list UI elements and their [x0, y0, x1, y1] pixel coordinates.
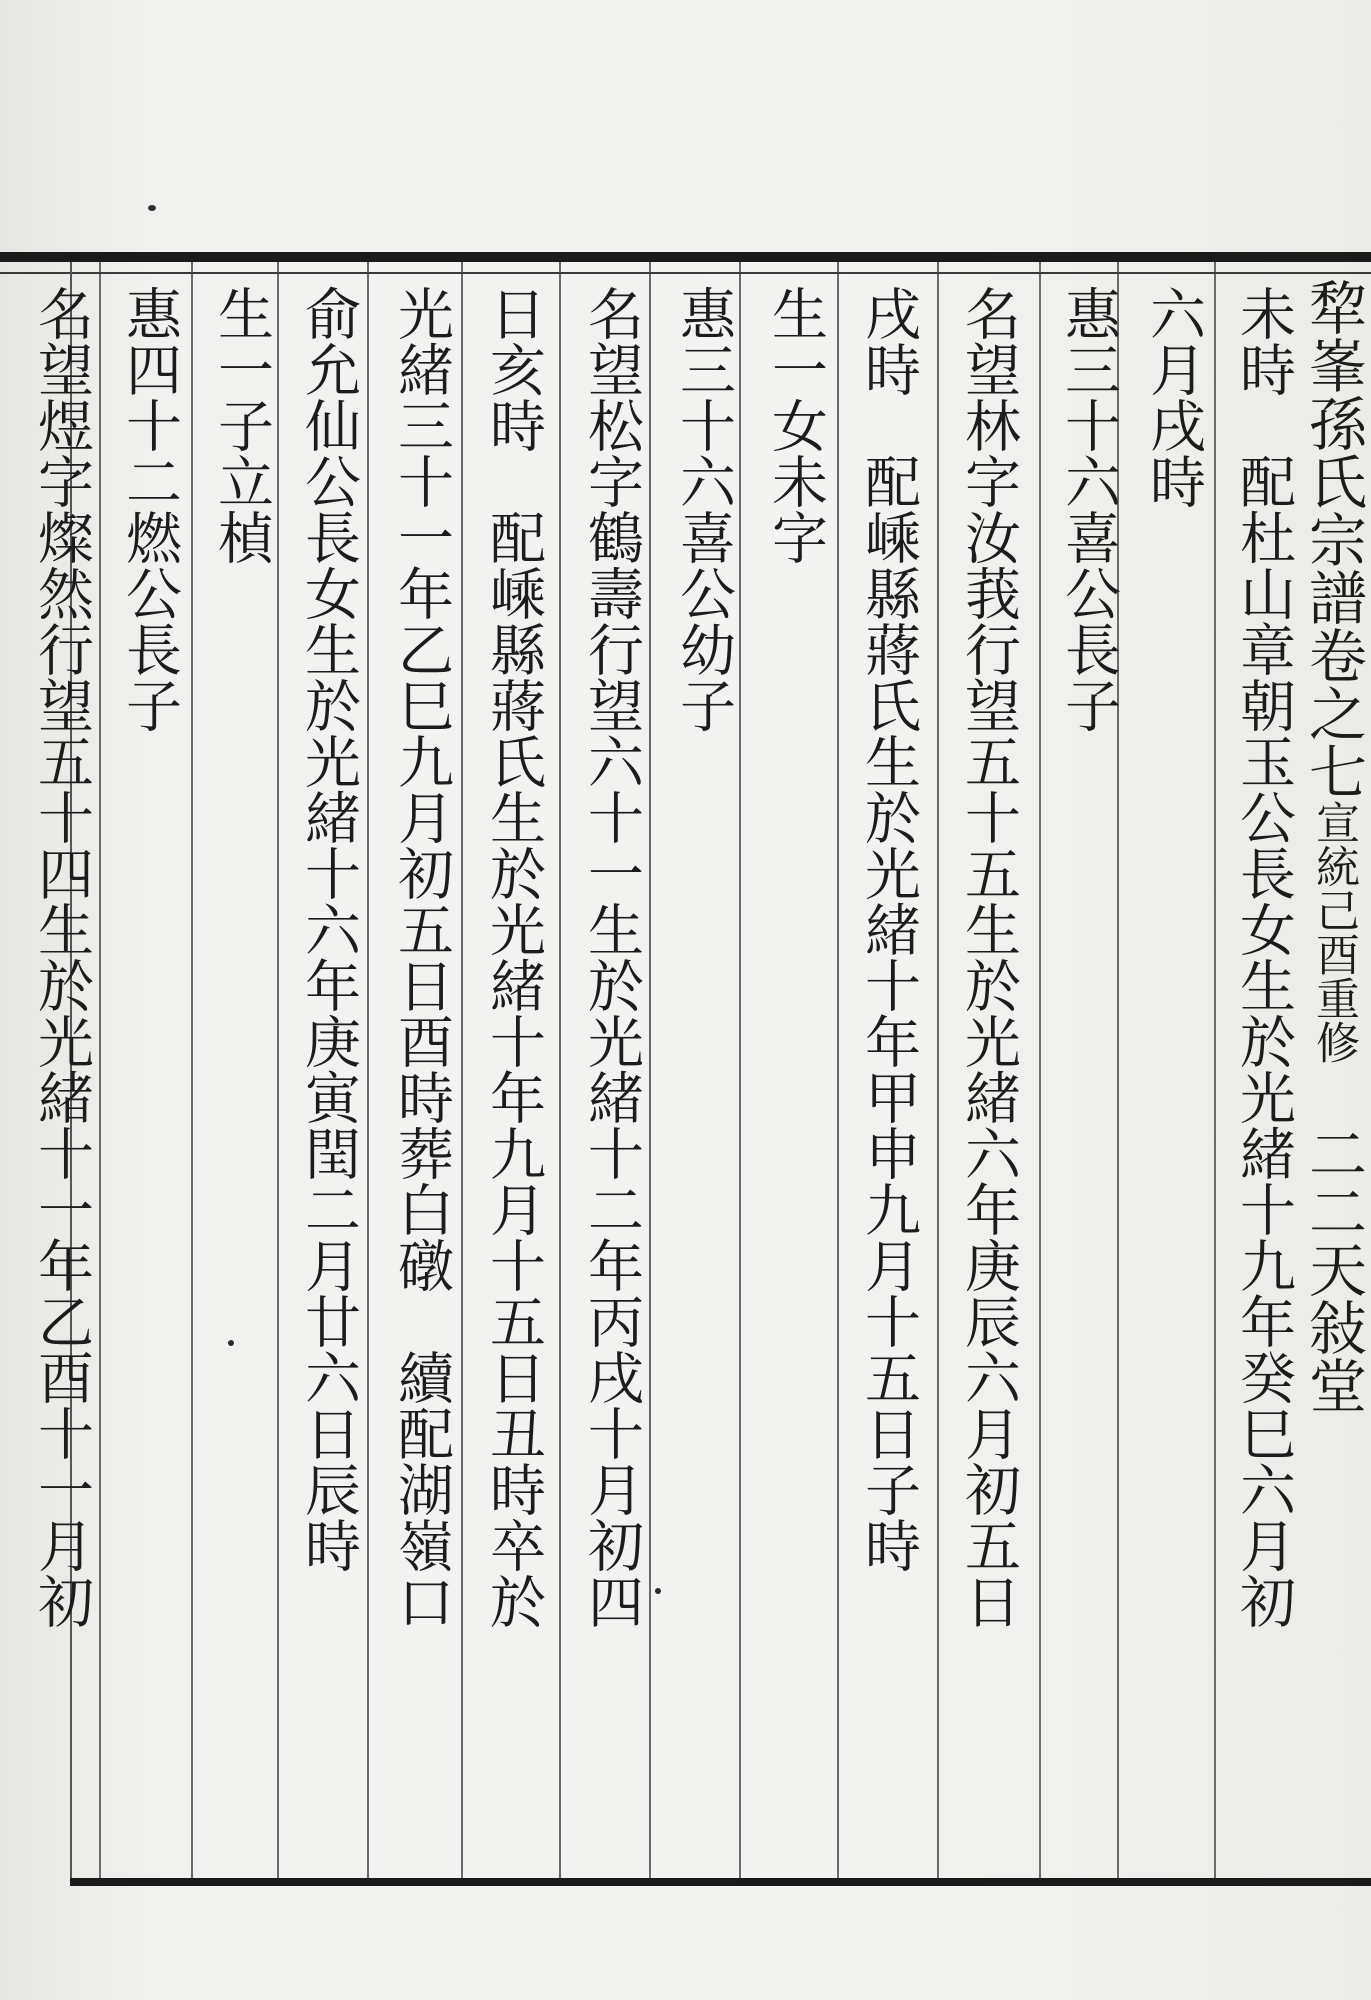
- text-column-2: 六月戌時: [1141, 285, 1206, 509]
- header-column: [1299, 278, 1367, 1414]
- ink-dot: [655, 1588, 661, 1594]
- text-column-4: 名望林字汝莪行望五十五生於光緒六年庚辰六月初五日: [956, 285, 1021, 1629]
- book-title: 犂峯孫氏宗譜: [1299, 278, 1367, 626]
- text-column-8: 名望松字鶴壽行望六十一生於光緒十二年丙戌十月初四: [579, 285, 644, 1629]
- text-column-6: 生一女未字: [763, 285, 828, 565]
- text-column-5: 戌時 配嵊縣蔣氏生於光緒十年甲申九月十五日子時: [856, 285, 921, 1573]
- text-column-7: 惠三十六喜公幼子: [671, 285, 736, 733]
- text-column-13: 惠四十二燃公長子: [117, 285, 182, 733]
- text-column-9: 日亥時 配嵊縣蔣氏生於光緒十年九月十五日丑時卒於: [481, 285, 546, 1629]
- text-column-14: 名望煜字燦然行望五十四生於光緒十一年乙酉十一月初: [29, 285, 94, 1629]
- volume-label: 卷之七: [1299, 626, 1367, 800]
- page-number: 二二: [1299, 1124, 1367, 1240]
- edition-label: 宣統己酉重修: [1308, 800, 1359, 1064]
- text-column-10: 光緒三十一年乙巳九月初五日酉時葬白礅 續配湖嶺口: [389, 285, 454, 1629]
- bottom-border: [70, 1878, 1371, 1886]
- top-border-thin: [0, 272, 1371, 274]
- text-column-12: 生一子立楨: [209, 285, 274, 565]
- text-column-3: 惠三十六喜公長子: [1056, 285, 1121, 733]
- ink-speck: [148, 205, 156, 211]
- ink-dot: [228, 1340, 234, 1346]
- top-border: [0, 252, 1371, 262]
- text-column-1: 未時 配杜山章朝玉公長女生於光緒十九年癸巳六月初: [1231, 285, 1296, 1629]
- text-column-11: 俞允仙公長女生於光緒十六年庚寅閏二月廿六日辰時: [296, 285, 361, 1573]
- hall-name: 天敍堂: [1299, 1240, 1367, 1414]
